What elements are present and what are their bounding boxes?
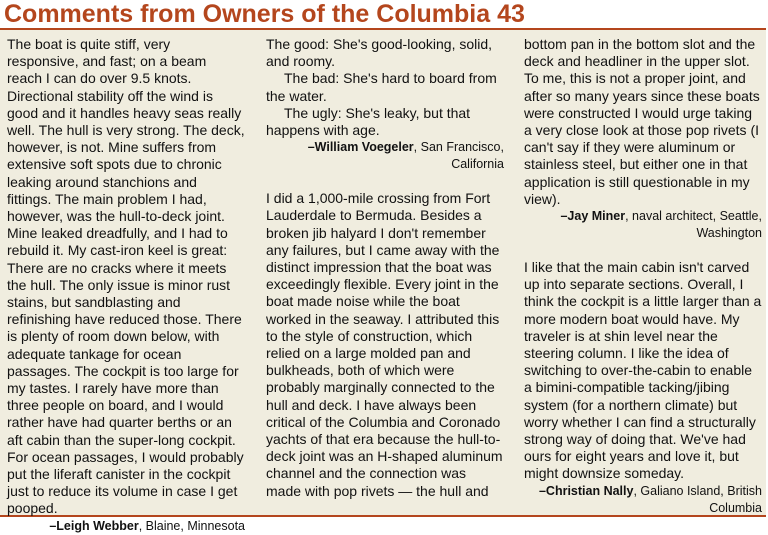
comment-text: I like that the main cabin isn't carved up into separate sections. Overall, I think the cockpit is a little larger than a more modern boat would have. My traveler is at shin level near the steering column. I like the idea of switching to over-the-cabin to enable a bimini-compatible tacking/jibing system (for a northern climate) but worry whether I can find a structurally strong way of doing that. We've had ours for eight years and love it, but might downsize someday. [524, 259, 762, 482]
author-name: –Jay Miner [560, 209, 626, 224]
column-2 [266, 36, 504, 500]
author-name: –Christian Nally [538, 483, 634, 498]
attribution [7, 518, 245, 535]
comment-voegeler [266, 36, 504, 173]
author-location: , naval architect, Seattle, Washington [625, 209, 762, 241]
comment-text: The good: She's good-looking, solid, and roomy. [266, 36, 493, 70]
comment-miner-continued [524, 36, 762, 242]
author-name: –William Voegeler [307, 140, 414, 155]
comments-panel [0, 28, 766, 533]
article-title: Comments from Owners of the Columbia 43 [4, 0, 525, 28]
comment-nally [524, 259, 762, 517]
author-location: , San Francisco, California [413, 140, 504, 172]
author-location: , Galiano Island, British Columbia [633, 483, 762, 515]
comment-text: The bad: She's hard to board from the water. [266, 70, 497, 104]
comment-miner [266, 190, 504, 500]
comment-text: The ugly: She's leaky, but that happens with age. [266, 104, 471, 139]
author-location: , Blaine, Minnesota [138, 518, 245, 533]
author-name: –Leigh Webber [49, 518, 139, 533]
comment-text: The boat is quite stiff, very responsive, and fast; on a beam reach I can do over 9.5 knots. Directional stability off the wind is good and it handles heavy seas really well. The hull is very strong. The deck, however, is not. Mine suffers from extensive soft spots due to chronic leaking around stanchions and fittings. The main problem I had, however, was the hull-to-deck joint. Mine leaked dreadfully, and I had to rebuild it. My cast-iron keel is great: There are no cracks where it meets the hull. The only issue is minor rust stains, but sandblasting and refinishing have reduced those. There is plenty of room down below, with adequate tankage for ocean passages. The cockpit is too large for my tastes. I rarely have more than three people on board, and I would rather have had quarter berths or an aft cabin than the super-long cockpit. For ocean passages, I would probably put the liferaft canister in the cockpit just to reduce its volume in case I get pooped. [7, 36, 245, 517]
attribution [524, 208, 762, 242]
comment-webber [7, 36, 245, 535]
column-3 [524, 36, 762, 517]
attribution [524, 483, 762, 517]
comment-text: I did a 1,000-mile crossing from Fort Lauderdale to Bermuda. Besides a broken jib halyard I don't remember any failures, but I came away with the distinct impression that the boat was exceedingly flexible. Every joint in the boat made noise while the boat worked in the seaway. I attributed this to the style of construction, which relied on a large molded pan and bulkheads, both of which were probably marginally connected to the hull and deck. I have always been critical of the Columbia and Coronado yachts of that era because the hull-to-deck joint was an H-shaped aluminum channel and the connection was made with pop rivets — the hull and [266, 190, 503, 499]
comment-text: bottom pan in the bottom slot and the deck and headliner in the upper slot. To me, this is not a proper joint, and after so many years since these boats were constructed I would urge taking a very close look at those pop rivets (I can't say if they were aluminum or stainless steel, but either one in that application is still questionable in my view). [524, 36, 760, 207]
column-1 [7, 36, 245, 535]
attribution [266, 139, 504, 173]
